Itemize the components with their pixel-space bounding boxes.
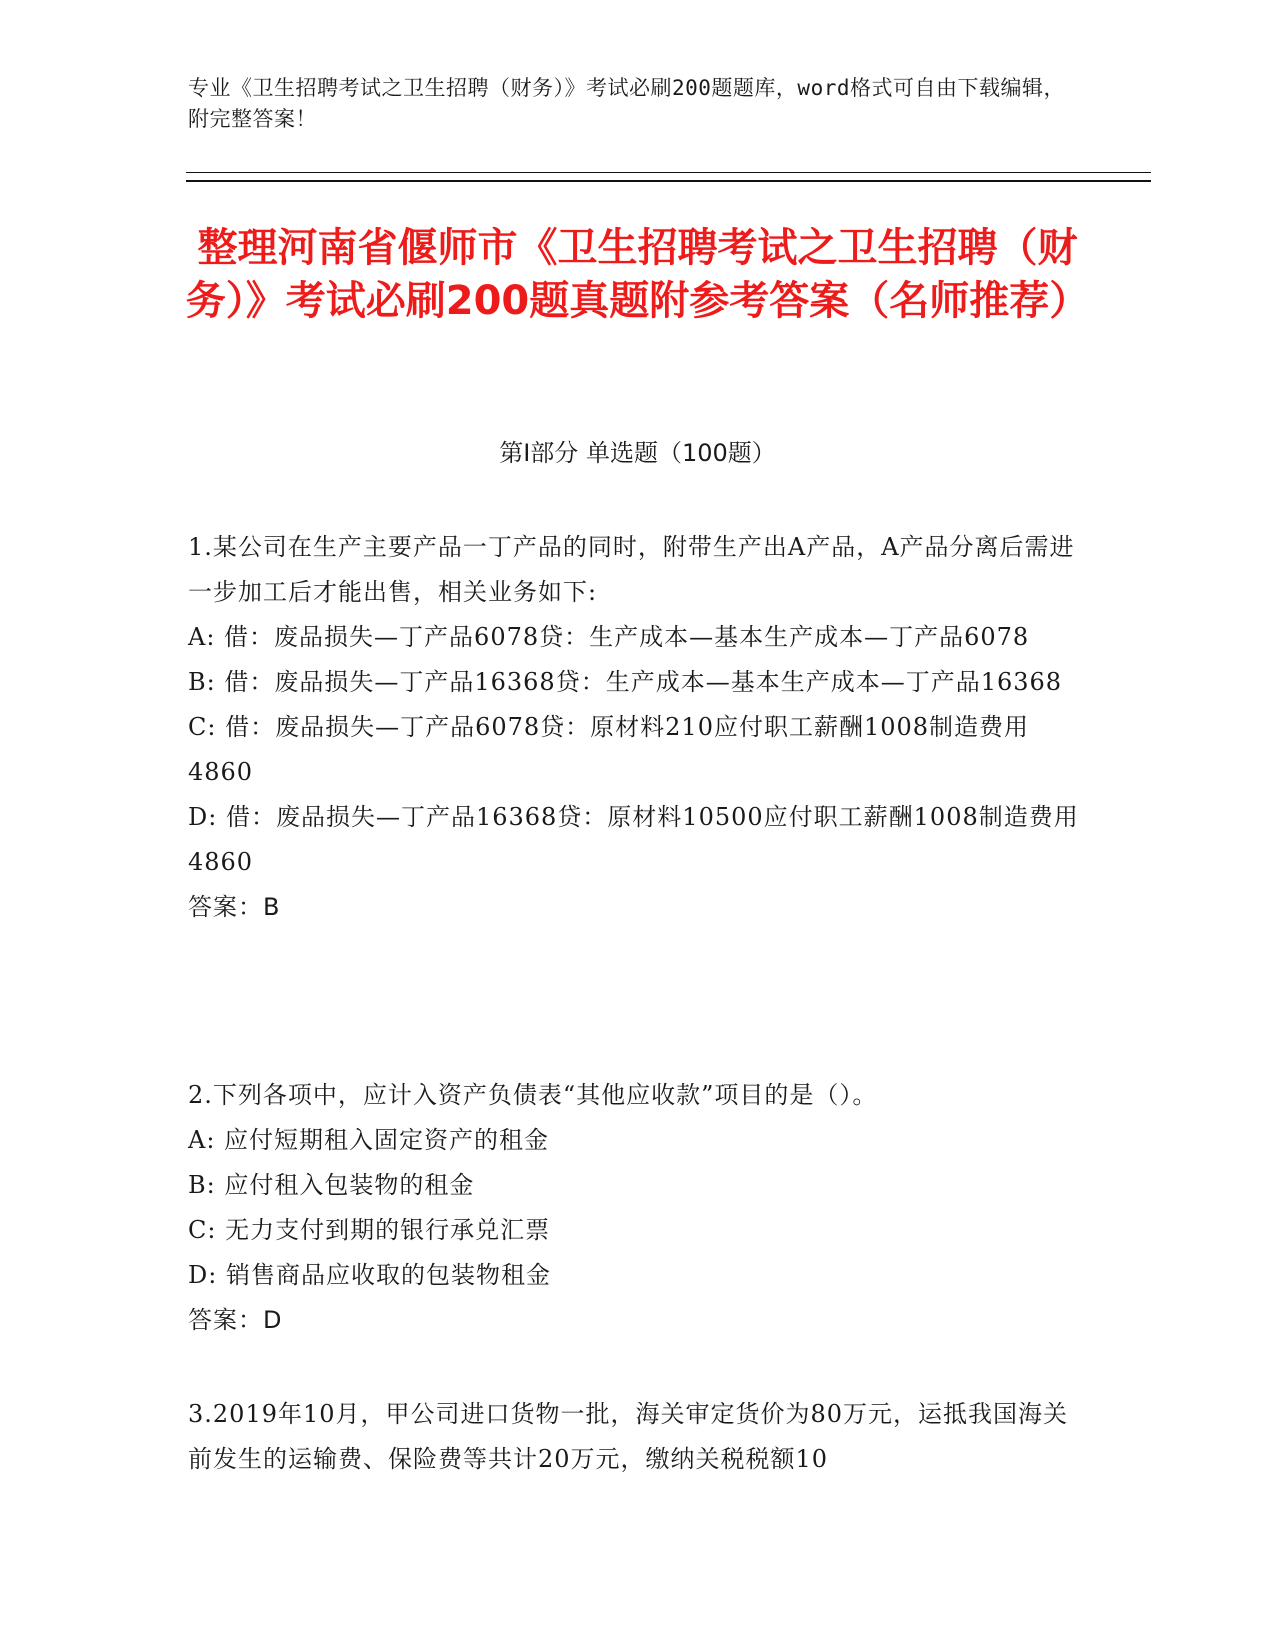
option-b: B: 应付租入包装物的租金 <box>188 1171 475 1199</box>
option-a: A: 应付短期租入固定资产的租金 <box>188 1126 550 1154</box>
option-c: C: 无力支付到期的银行承兑汇票 <box>188 1216 551 1244</box>
question-3 <box>188 1392 1088 1482</box>
section-heading: 第Ⅰ部分 单选题（100题） <box>499 439 776 467</box>
question-1 <box>188 525 1088 930</box>
header-divider-thick <box>186 180 1151 182</box>
question-2 <box>188 1073 1088 1343</box>
option-c: C: 借：废品损失—丁产品6078贷：原材料210应付职工薪酬1008制造费用4860 <box>188 713 1030 786</box>
question-stem: 1.某公司在生产主要产品一丁产品的同时，附带生产出A产品，A产品分离后需进一步加工后才能出售，相关业务如下: <box>188 533 1075 606</box>
option-a: A: 借：废品损失—丁产品6078贷：生产成本—基本生产成本—丁产品6078 <box>188 623 1030 651</box>
question-stem: 2.下列各项中，应计入资产负债表“其他应收款”项目的是（）。 <box>188 1081 878 1109</box>
option-d: D: 销售商品应收取的包装物租金 <box>188 1261 551 1289</box>
header-divider-thin <box>186 172 1151 173</box>
header-note: 专业《卫生招聘考试之卫生招聘（财务）》考试必刷200题题库，word格式可自由下载编辑，附完整答案！ <box>188 76 1065 131</box>
option-d: D: 借：废品损失—丁产品16368贷：原材料10500应付职工薪酬1008制造费用4860 <box>188 803 1079 876</box>
answer: 答案：B <box>188 893 281 921</box>
document-title: 整理河南省偃师市《卫生招聘考试之卫生招聘（财务）》考试必刷200题真题附参考答案（名师推荐） <box>185 225 1090 324</box>
question-stem: 3.2019年10月，甲公司进口货物一批，海关审定货价为80万元，运抵我国海关前发生的运输费、保险费等共计20万元，缴纳关税税额10 <box>188 1400 1069 1473</box>
option-b: B: 借：废品损失—丁产品16368贷：生产成本—基本生产成本—丁产品16368 <box>188 668 1063 696</box>
answer: 答案：D <box>188 1306 283 1334</box>
